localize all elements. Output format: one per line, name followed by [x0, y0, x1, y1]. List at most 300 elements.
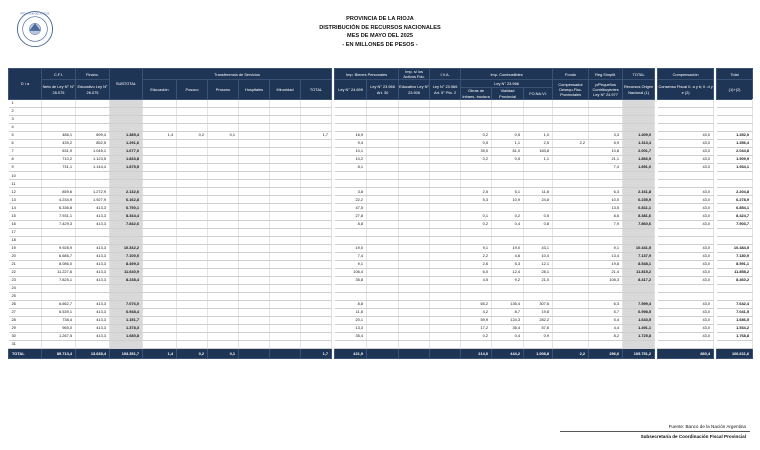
value-cell: [717, 107, 753, 115]
value-cell: [143, 220, 177, 228]
value-cell: [301, 115, 332, 123]
totals-row: [9, 349, 753, 359]
value-cell: 0,2: [177, 349, 208, 359]
value-cell: 7.842,6: [110, 220, 143, 228]
col-fondo-group: Fondo: [553, 69, 589, 80]
value-cell: [623, 115, 655, 123]
value-cell: [589, 123, 623, 131]
value-cell: 7.599,4: [623, 300, 655, 308]
col-total-final-group: Total: [717, 69, 753, 80]
value-cell: 6,0: [461, 268, 492, 276]
value-cell: [239, 260, 270, 268]
value-cell: [177, 333, 208, 341]
value-cell: [239, 99, 270, 107]
table-row: [9, 236, 753, 244]
value-cell: [553, 284, 589, 292]
value-cell: [399, 148, 430, 156]
value-cell: 2,5: [461, 188, 492, 196]
value-cell: [367, 140, 399, 148]
day-cell: 28: [9, 317, 42, 325]
value-cell: 413,3: [76, 252, 110, 260]
value-cell: [239, 156, 270, 164]
value-cell: 7,4: [335, 252, 367, 260]
value-cell: [239, 349, 270, 359]
value-cell: [239, 148, 270, 156]
value-cell: [553, 309, 589, 317]
day-cell: 3: [9, 115, 42, 123]
value-cell: [143, 204, 177, 212]
value-cell: 0,5: [524, 212, 553, 220]
value-cell: [553, 252, 589, 260]
value-cell: [461, 172, 492, 180]
value-cell: [553, 325, 589, 333]
col-fondo-sub: Compensador Desequ.Fisc. Provinciales: [553, 80, 589, 99]
table-row: [9, 156, 753, 164]
value-cell: [42, 228, 76, 236]
value-cell: [177, 107, 208, 115]
value-cell: [177, 309, 208, 317]
report-title: DISTRIBUCIÓN DE RECURSOS NACIONALES: [319, 24, 441, 31]
value-cell: 8.460,2: [717, 276, 753, 284]
value-cell: 4.234,9: [42, 196, 76, 204]
value-cell: [270, 204, 301, 212]
day-cell: 31: [9, 341, 42, 349]
value-cell: 1.686,5: [717, 317, 753, 325]
value-cell: 4,6: [492, 252, 524, 260]
value-cell: [110, 292, 143, 300]
value-cell: [177, 325, 208, 333]
table-row: [9, 99, 753, 107]
col-combustibles-subgroup: Ley N° 23.966: [461, 80, 553, 88]
value-cell: [270, 317, 301, 325]
value-cell: [301, 309, 332, 317]
value-cell: [270, 228, 301, 236]
day-cell: 9: [9, 164, 42, 172]
value-cell: [270, 300, 301, 308]
value-cell: 10,9: [492, 196, 524, 204]
value-cell: [492, 99, 524, 107]
col-educacion: Educación: [143, 80, 177, 99]
value-cell: 89.713,4: [42, 349, 76, 359]
value-cell: [430, 292, 461, 300]
value-cell: 1.272,9: [76, 188, 110, 196]
value-cell: [208, 325, 239, 333]
value-cell: 413,3: [76, 204, 110, 212]
value-cell: [208, 309, 239, 317]
value-cell: [658, 99, 714, 107]
value-cell: [270, 260, 301, 268]
value-cell: [143, 115, 177, 123]
value-cell: 5,7: [589, 309, 623, 317]
value-cell: [301, 196, 332, 204]
value-cell: 9,2: [492, 276, 524, 284]
value-cell: [717, 284, 753, 292]
value-cell: [589, 228, 623, 236]
value-cell: 7.642,4: [717, 300, 753, 308]
value-cell: 7.931,1: [42, 212, 76, 220]
value-cell: [143, 276, 177, 284]
value-cell: [367, 148, 399, 156]
value-cell: [553, 220, 589, 228]
value-cell: [367, 196, 399, 204]
day-cell: 4: [9, 123, 42, 131]
value-cell: [717, 228, 753, 236]
value-cell: [143, 325, 177, 333]
value-cell: [367, 341, 399, 349]
value-cell: [239, 276, 270, 284]
value-cell: [270, 309, 301, 317]
value-cell: [430, 164, 461, 172]
value-cell: [301, 276, 332, 284]
value-cell: [177, 196, 208, 204]
value-cell: [208, 148, 239, 156]
value-cell: [42, 107, 76, 115]
value-cell: [399, 107, 430, 115]
value-cell: [42, 236, 76, 244]
value-cell: 43,0: [658, 317, 714, 325]
value-cell: 2.204,8: [717, 188, 753, 196]
value-cell: 43,0: [658, 325, 714, 333]
value-cell: 13,5: [589, 204, 623, 212]
value-cell: [208, 99, 239, 107]
value-cell: 1.927,9: [76, 196, 110, 204]
value-cell: 1.409,0: [623, 132, 655, 140]
value-cell: 7.180,9: [717, 252, 753, 260]
value-cell: [239, 341, 270, 349]
value-cell: [208, 300, 239, 308]
table-row: [9, 276, 753, 284]
value-cell: [208, 212, 239, 220]
value-cell: [430, 276, 461, 284]
day-cell: TOTAL: [9, 349, 42, 359]
value-cell: [143, 99, 177, 107]
value-cell: [208, 244, 239, 252]
value-cell: 43,0: [658, 140, 714, 148]
value-cell: [553, 317, 589, 325]
value-cell: 3,3: [589, 132, 623, 140]
value-cell: [208, 164, 239, 172]
table-row: [9, 333, 753, 341]
value-cell: [177, 300, 208, 308]
value-cell: 444,2: [492, 349, 524, 359]
value-cell: [208, 204, 239, 212]
value-cell: [524, 172, 553, 180]
table-row: [9, 244, 753, 252]
value-cell: 6.162,8: [110, 196, 143, 204]
value-cell: [589, 341, 623, 349]
value-cell: 11.227,6: [42, 268, 76, 276]
value-cell: [524, 341, 553, 349]
value-cell: 214,0: [461, 349, 492, 359]
value-cell: [301, 244, 332, 252]
value-cell: 65,2: [461, 300, 492, 308]
value-cell: 439,2: [42, 140, 76, 148]
value-cell: [589, 180, 623, 188]
day-cell: 26: [9, 300, 42, 308]
value-cell: [177, 244, 208, 252]
value-cell: [208, 123, 239, 131]
value-cell: [589, 99, 623, 107]
value-cell: 421,9: [335, 349, 367, 359]
value-cell: [270, 252, 301, 260]
col-regsimplif-sub: p/Pequeños Contribuyentes Ley N° 24.977: [589, 80, 623, 99]
value-cell: [143, 148, 177, 156]
col-compensacion-group: Compensación: [658, 69, 714, 80]
value-cell: [717, 123, 753, 131]
value-cell: [301, 212, 332, 220]
value-cell: 4,5: [461, 276, 492, 284]
value-cell: [430, 341, 461, 349]
value-cell: [658, 123, 714, 131]
value-cell: [367, 172, 399, 180]
value-cell: 413,3: [76, 268, 110, 276]
value-cell: 1.151,7: [110, 317, 143, 325]
value-cell: 413,3: [76, 212, 110, 220]
value-cell: [430, 236, 461, 244]
value-cell: [177, 180, 208, 188]
value-cell: [367, 300, 399, 308]
value-cell: [239, 325, 270, 333]
value-cell: [335, 180, 367, 188]
value-cell: [177, 164, 208, 172]
value-cell: [270, 244, 301, 252]
day-cell: 24: [9, 284, 42, 292]
value-cell: 35,4: [492, 325, 524, 333]
value-cell: [367, 164, 399, 172]
value-cell: [399, 292, 430, 300]
value-cell: 859,6: [42, 188, 76, 196]
value-cell: [143, 333, 177, 341]
value-cell: [553, 236, 589, 244]
value-cell: [239, 244, 270, 252]
value-cell: [177, 268, 208, 276]
value-cell: [208, 172, 239, 180]
value-cell: 0,9: [524, 333, 553, 341]
value-cell: [208, 228, 239, 236]
value-cell: [208, 276, 239, 284]
value-cell: [110, 123, 143, 131]
value-cell: 7.100,0: [110, 252, 143, 260]
col-dia: D í a: [9, 69, 42, 100]
value-cell: [367, 333, 399, 341]
value-cell: 6,3: [589, 188, 623, 196]
value-cell: [335, 284, 367, 292]
value-cell: 19,0: [492, 244, 524, 252]
value-cell: [177, 156, 208, 164]
value-cell: 10.342,2: [110, 244, 143, 252]
col-financ-group: Financ.: [76, 69, 110, 80]
value-cell: [553, 148, 589, 156]
value-cell: [553, 107, 589, 115]
value-cell: [461, 284, 492, 292]
value-cell: [239, 140, 270, 148]
value-cell: 413,3: [76, 317, 110, 325]
value-cell: 1.643,5: [623, 317, 655, 325]
value-cell: [208, 180, 239, 188]
value-cell: 0,2: [461, 132, 492, 140]
col-compensacion-sub: Consenso Fiscal II. a y b; II. d y e (2): [658, 80, 714, 99]
table-row: [9, 196, 753, 204]
value-cell: [717, 99, 753, 107]
value-cell: [270, 172, 301, 180]
value-cell: 13,4: [589, 252, 623, 260]
value-cell: [430, 140, 461, 148]
value-cell: 731,1: [42, 164, 76, 172]
value-cell: [524, 115, 553, 123]
value-cell: [430, 180, 461, 188]
value-cell: [399, 300, 430, 308]
value-cell: [110, 228, 143, 236]
value-cell: [553, 300, 589, 308]
value-cell: [658, 228, 714, 236]
value-cell: [270, 349, 301, 359]
value-cell: 1.875,5: [110, 164, 143, 172]
value-cell: [76, 172, 110, 180]
value-cell: [76, 284, 110, 292]
value-cell: [239, 164, 270, 172]
value-cell: [589, 115, 623, 123]
table-row: [9, 140, 753, 148]
value-cell: [492, 341, 524, 349]
value-cell: [658, 172, 714, 180]
value-cell: [553, 244, 589, 252]
value-cell: 1,7: [301, 132, 332, 140]
day-cell: 22: [9, 268, 42, 276]
value-cell: 413,3: [76, 309, 110, 317]
value-cell: [367, 276, 399, 284]
value-cell: [335, 172, 367, 180]
value-cell: 13,3: [335, 325, 367, 333]
value-cell: [717, 341, 753, 349]
value-cell: 10.484,5: [717, 244, 753, 252]
value-cell: [143, 212, 177, 220]
value-cell: 1.267,5: [42, 333, 76, 341]
value-cell: [430, 325, 461, 333]
table-row: [9, 123, 753, 131]
day-cell: 12: [9, 188, 42, 196]
day-cell: 19: [9, 244, 42, 252]
value-cell: [239, 107, 270, 115]
value-cell: [143, 123, 177, 131]
value-cell: 0,2: [461, 156, 492, 164]
value-cell: [399, 284, 430, 292]
table-row: [9, 115, 753, 123]
value-cell: 6.750,1: [110, 204, 143, 212]
value-cell: [270, 180, 301, 188]
value-cell: 2,2: [553, 140, 589, 148]
value-cell: [239, 317, 270, 325]
value-cell: [399, 156, 430, 164]
value-cell: [270, 107, 301, 115]
value-cell: 6.854,1: [717, 204, 753, 212]
value-cell: 2.132,6: [110, 188, 143, 196]
value-cell: [430, 188, 461, 196]
value-cell: 10.441,5: [623, 244, 655, 252]
value-cell: [553, 292, 589, 300]
value-cell: [553, 188, 589, 196]
value-cell: [301, 156, 332, 164]
value-cell: [658, 115, 714, 123]
value-cell: [110, 180, 143, 188]
value-cell: [110, 99, 143, 107]
value-cell: 899,4: [76, 132, 110, 140]
value-cell: 124,3: [492, 317, 524, 325]
value-cell: [367, 284, 399, 292]
day-cell: 23: [9, 276, 42, 284]
value-cell: 413,3: [76, 333, 110, 341]
value-cell: 7,9: [589, 220, 623, 228]
value-cell: [553, 180, 589, 188]
value-cell: [461, 180, 492, 188]
value-cell: [208, 220, 239, 228]
value-cell: [208, 260, 239, 268]
value-cell: 1,4: [143, 132, 177, 140]
value-cell: 1,4: [143, 349, 177, 359]
value-cell: [143, 292, 177, 300]
value-cell: 47,5: [335, 204, 367, 212]
value-cell: [301, 317, 332, 325]
value-cell: [143, 156, 177, 164]
day-cell: 13: [9, 196, 42, 204]
value-cell: [177, 99, 208, 107]
value-cell: [301, 99, 332, 107]
value-cell: 413,3: [76, 220, 110, 228]
value-cell: [524, 180, 553, 188]
value-cell: [42, 180, 76, 188]
value-cell: 21,0: [524, 276, 553, 284]
value-cell: [208, 292, 239, 300]
value-cell: [589, 292, 623, 300]
value-cell: [335, 228, 367, 236]
col-bienes-group: Imp. Bienes Personales: [335, 69, 399, 80]
value-cell: 8,8: [335, 220, 367, 228]
value-cell: [270, 196, 301, 204]
value-cell: [239, 196, 270, 204]
value-cell: [76, 236, 110, 244]
value-cell: [492, 292, 524, 300]
value-cell: [301, 268, 332, 276]
value-cell: [301, 228, 332, 236]
value-cell: [461, 341, 492, 349]
value-cell: [461, 228, 492, 236]
value-cell: [430, 244, 461, 252]
value-cell: 43,0: [658, 132, 714, 140]
value-cell: [208, 252, 239, 260]
value-cell: [143, 188, 177, 196]
value-cell: [430, 220, 461, 228]
table-row: [9, 260, 753, 268]
value-cell: [270, 156, 301, 164]
value-cell: [430, 156, 461, 164]
value-cell: [553, 156, 589, 164]
value-cell: [430, 132, 461, 140]
value-cell: 10,8: [589, 148, 623, 156]
value-cell: 0,1: [461, 212, 492, 220]
value-cell: [301, 300, 332, 308]
value-cell: 5,9: [589, 140, 623, 148]
value-cell: [553, 123, 589, 131]
value-cell: [143, 300, 177, 308]
value-cell: [301, 325, 332, 333]
value-cell: 16,9: [335, 132, 367, 140]
value-cell: [177, 123, 208, 131]
value-cell: [177, 228, 208, 236]
value-cell: 8.238,4: [110, 276, 143, 284]
value-cell: [301, 140, 332, 148]
value-cell: [524, 99, 553, 107]
value-cell: 13.638,4: [76, 349, 110, 359]
col-comb-obras: Obras de Infraes- tructura: [462, 88, 490, 99]
